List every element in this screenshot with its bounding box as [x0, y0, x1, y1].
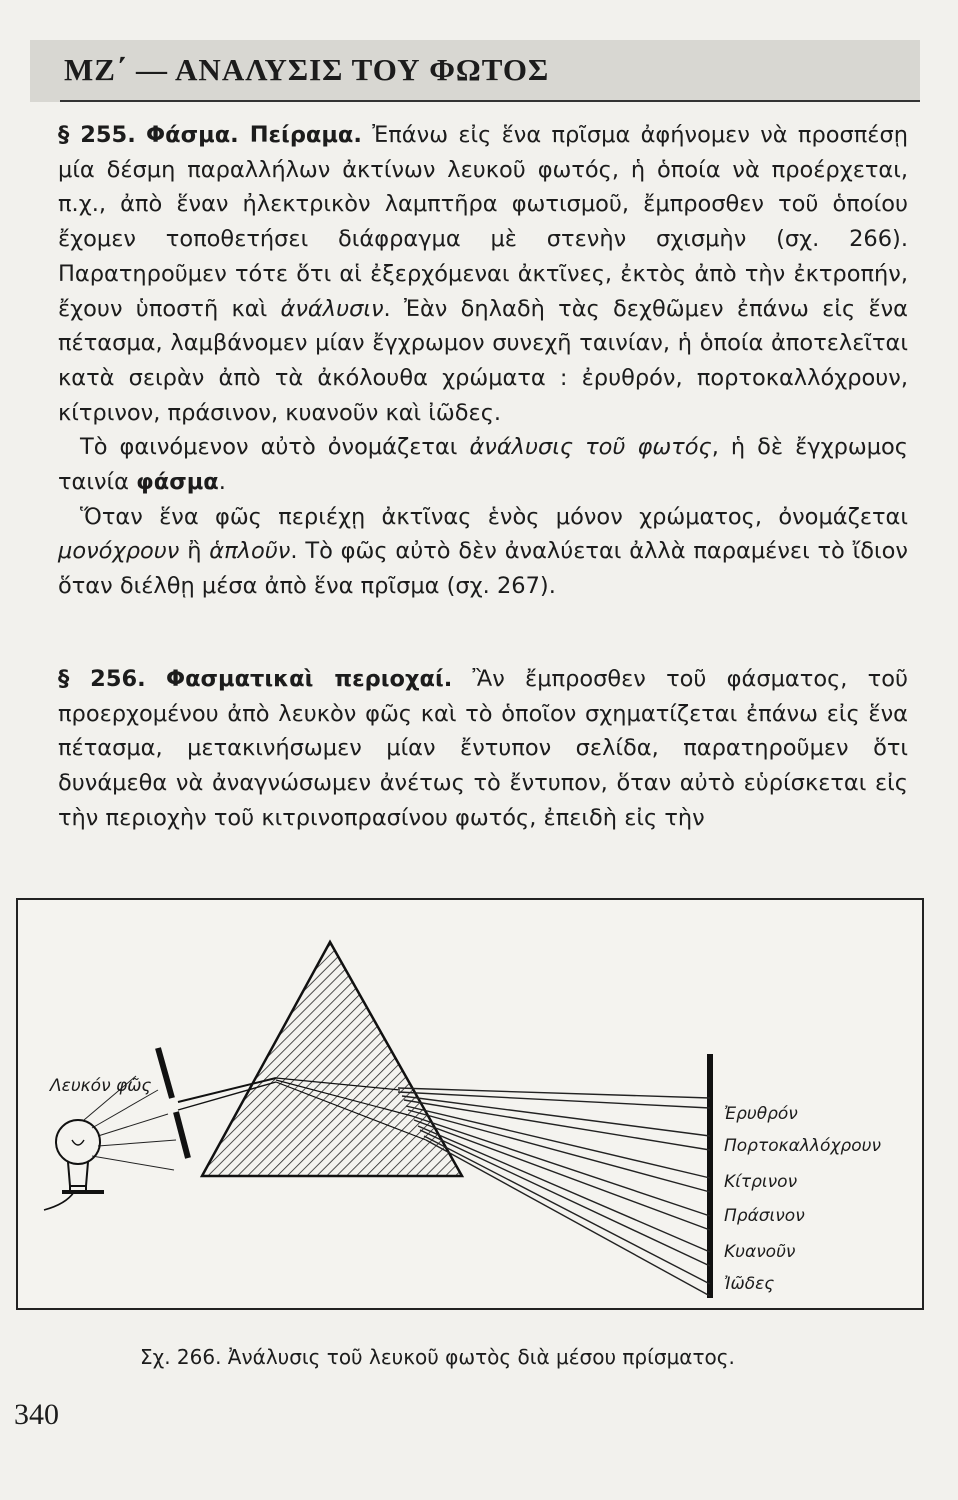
- light-bulb-icon: [44, 1120, 104, 1210]
- text-run: Ἐπάνω εἰς ἕνα πρῖσμα ἀφήνομεν νὰ προσπέσῃ μία δέσμη παραλλήλων ἀκτίνων λευκοῦ φωτός, ἡ ὁποία νὰ προέρχεται, π.χ., ἀπὸ ἕναν ἠλεκτρικὸν λαμπτῆρα φωτισμοῦ, ἔμπροσθεν τοῦ ὁποίου ἔχομεν τοποθετήσει διάφραγμα μὲ στενὴν σχισμὴν (σχ. 266). Παρατηροῦμεν τότε ὅτι αἱ ἐξερχόμεναι ἀκτῖνες, ἐκτὸς ἀπὸ τὴν ἐκτροπήν, ἔχουν ὑποστῆ καὶ: [58, 122, 908, 322]
- paragraph-255-3: [58, 500, 908, 604]
- ray-red: [398, 1088, 710, 1098]
- text-run: , ἡ δὲ ἔγχρωμος ταινία: [58, 434, 909, 496]
- section-255: [58, 118, 908, 604]
- ray-violet: [426, 1140, 710, 1296]
- dispersed-rays: [398, 1088, 710, 1296]
- header-rule: [60, 100, 920, 102]
- color-label-red: Ἐρυθρόν: [724, 1104, 798, 1124]
- text-run: Ἂν ἔμπροσθεν τοῦ φάσματος, τοῦ προερχομένου ἀπὸ λευκὸν φῶς καὶ τὸ ὁποῖον σχηματίζεται ἐπάνω εἰς ἕνα πέτασμα, μετακινήσωμεν μίαν ἔντυπον σελίδα, παρατηροῦμεν ὅτι δυνάμεθα νὰ ἀναγνώσωμεν ἀνέτως τὸ ἔντυπον, ὅταν αὐτὸ εὑρίσκεται εἰς τὴν περιοχὴν τοῦ κιτρινοπρασίνου φωτός, ἐπειδὴ εἰς τὴν: [58, 666, 909, 831]
- section-number: § 256.: [58, 666, 146, 692]
- color-label-violet: Ἰῶδες: [724, 1274, 775, 1294]
- slit-diaphragm: [176, 1112, 188, 1158]
- text-run: .: [218, 469, 226, 496]
- emphasis-term: ἁπλοῦν: [209, 538, 291, 565]
- section-heading: Φάσμα. Πείραμα.: [146, 122, 362, 148]
- paragraph-256-1: [58, 662, 908, 836]
- emphasis-term: ἀνάλυσιν: [280, 295, 384, 322]
- paragraph-255-2: [58, 430, 908, 499]
- text-run: ἢ: [179, 538, 210, 565]
- color-label-green: Πράσινον: [724, 1206, 805, 1226]
- section-256: [58, 662, 908, 836]
- section-heading: Φασματικαὶ περιοχαί.: [165, 666, 453, 692]
- prism: [202, 942, 462, 1176]
- text-run: Ὅταν ἕνα φῶς περιέχῃ ἀκτῖνας ἑνὸς μόνον χρώματος, ὀνομάζεται: [80, 503, 908, 530]
- ray-orange: [404, 1100, 710, 1150]
- lamp-ray: [98, 1114, 168, 1136]
- white-light-label: Λευκόν φῶς: [50, 1076, 152, 1096]
- paragraph-255-1: [58, 118, 908, 430]
- emphasis-term: μονόχρουν: [58, 538, 180, 565]
- page-number: 340: [14, 1398, 59, 1431]
- lamp-ray: [92, 1156, 174, 1170]
- text-run: . Ἐὰν δηλαδὴ τὰς δεχθῶμεν ἐπάνω εἰς ἕνα πέτασμα, λαμβάνομεν μίαν ἔγχρωμον συνεχῆ ταινίαν, ἡ ὁποία ἀποτελεῖται κατὰ σειρὰν ἀπὸ τὰ ἀκόλουθα χρώματα : ἐρυθρόν, πορτοκαλλόχρουν, κίτρινον, πράσινον, κυανοῦν καὶ ἰῶδες.: [58, 295, 909, 426]
- color-label-blue: Κυανοῦν: [724, 1242, 796, 1262]
- ray-red: [398, 1092, 710, 1108]
- bold-term: φάσμα: [136, 469, 219, 496]
- emphasis-term: ἀνάλυσις τοῦ φωτός: [469, 434, 712, 461]
- section-number: § 255.: [58, 122, 136, 148]
- ray-violet: [424, 1136, 710, 1284]
- chapter-title: ΜΖ΄ — ΑΝΑΛΥΣΙΣ ΤΟΥ ΦΩΤΟΣ: [64, 52, 550, 87]
- lamp-ray: [98, 1140, 176, 1146]
- color-label-orange: Πορτοκαλλόχρουν: [724, 1136, 881, 1156]
- slit-diaphragm: [158, 1048, 172, 1098]
- color-label-yellow: Κίτρινον: [724, 1172, 798, 1192]
- text-run: . Τὸ φῶς αὐτὸ δὲν ἀναλύεται ἀλλὰ παραμένει τὸ ἴδιον ὅταν διέλθῃ μέσα ἀπὸ ἕνα πρῖσμα (σχ. 267).: [58, 538, 908, 600]
- ray-blue: [420, 1130, 710, 1266]
- text-run: Τὸ φαινόμενον αὐτὸ ὀνομάζεται: [80, 434, 470, 461]
- figure-266: [16, 898, 924, 1310]
- figure-caption: Σχ. 266. Ἀνάλυσις τοῦ λευκοῦ φωτὸς διὰ μέσου πρίσματος.: [140, 1345, 735, 1369]
- ray-blue: [418, 1126, 710, 1252]
